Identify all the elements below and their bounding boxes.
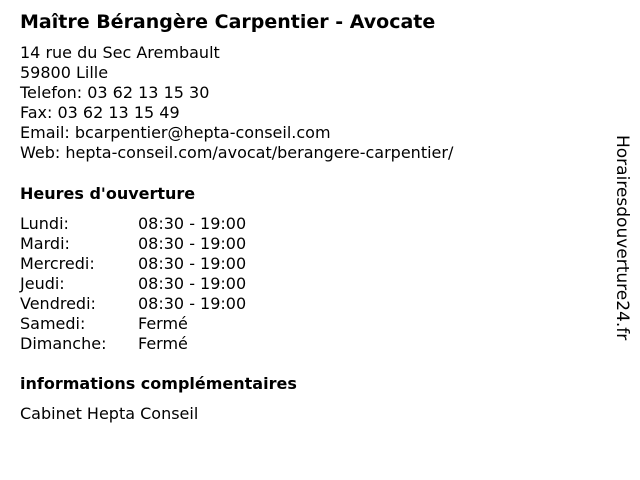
hours-table — [20, 214, 246, 354]
contact-block — [20, 43, 453, 163]
hours-row-wednesday — [20, 254, 246, 274]
day-label: Vendredi: — [20, 294, 96, 313]
phone-line: Telefon: 03 62 13 15 30 — [20, 83, 210, 102]
day-time: Fermé — [138, 314, 188, 333]
page-title: Maître Bérangère Carpentier - Avocate — [20, 11, 436, 33]
hours-row-sunday — [20, 334, 246, 354]
day-label: Mardi: — [20, 234, 70, 253]
day-time: 08:30 - 19:00 — [138, 254, 247, 273]
day-time: 08:30 - 19:00 — [138, 234, 247, 253]
day-time: 08:30 - 19:00 — [138, 214, 247, 233]
street-address: 14 rue du Sec Arembault — [20, 43, 220, 62]
day-time: 08:30 - 19:00 — [138, 294, 247, 313]
postal-city: 59800 Lille — [20, 63, 109, 82]
hours-row-monday — [20, 214, 246, 234]
site-watermark: Horairesdouverture24.fr — [612, 135, 632, 341]
day-label: Mercredi: — [20, 254, 95, 273]
info-text: Cabinet Hepta Conseil — [20, 404, 199, 423]
fax-line: Fax: 03 62 13 15 49 — [20, 103, 180, 122]
day-label: Dimanche: — [20, 334, 107, 353]
email-line: Email: bcarpentier@hepta-conseil.com — [20, 123, 331, 142]
hours-heading: Heures d'ouverture — [20, 184, 196, 203]
day-label: Samedi: — [20, 314, 86, 333]
web-line: Web: hepta-conseil.com/avocat/berangere-carpentier/ — [20, 143, 454, 162]
info-heading: informations complémentaires — [20, 374, 297, 393]
hours-row-thursday — [20, 274, 246, 294]
day-time: Fermé — [138, 334, 188, 353]
day-label: Jeudi: — [20, 274, 65, 293]
hours-row-friday — [20, 294, 246, 314]
day-time: 08:30 - 19:00 — [138, 274, 247, 293]
day-label: Lundi: — [20, 214, 69, 233]
hours-row-saturday — [20, 314, 246, 334]
hours-row-tuesday — [20, 234, 246, 254]
